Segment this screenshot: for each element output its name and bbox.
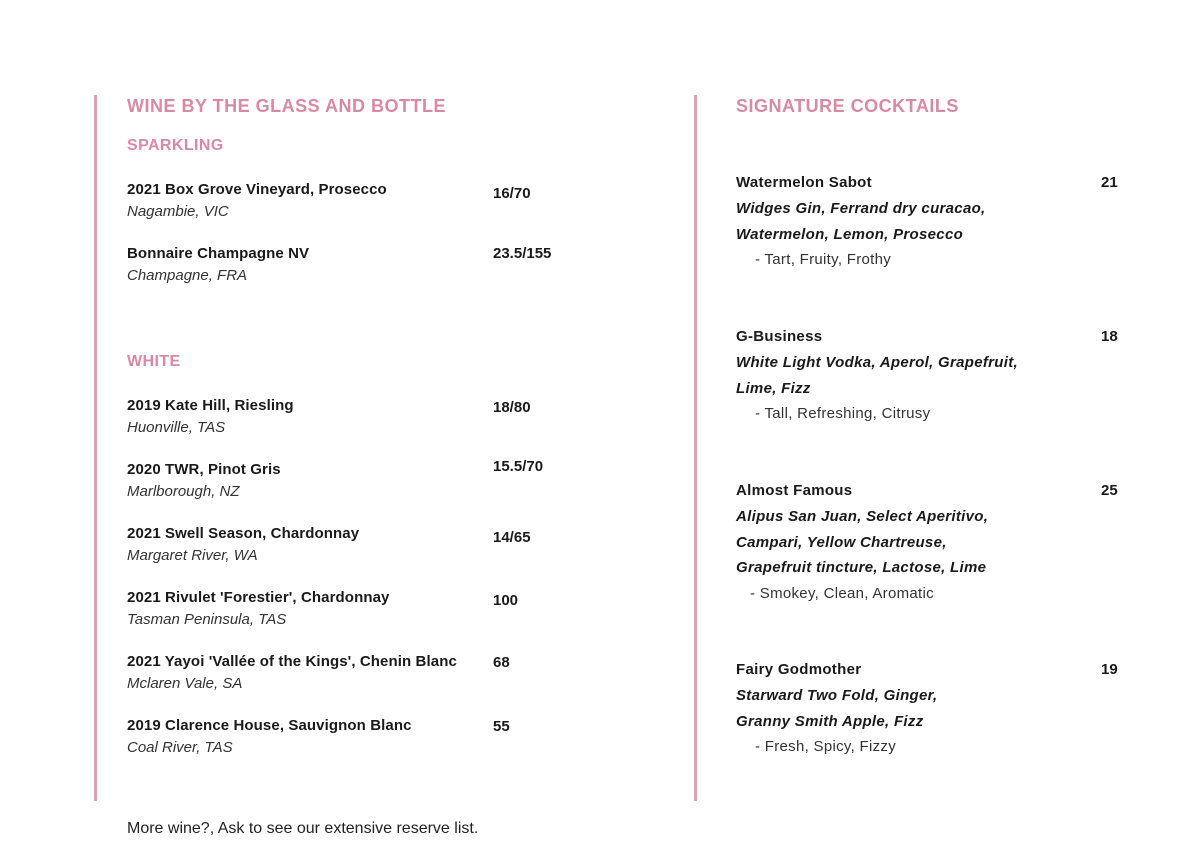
left-divider [94, 95, 97, 801]
cocktail-name: Watermelon Sabot [736, 174, 872, 191]
wine-region: Huonville, TAS [127, 419, 226, 436]
wine-item [127, 525, 667, 569]
cocktail-price: 19 [1101, 661, 1118, 678]
wine-region: Marlborough, NZ [127, 483, 240, 500]
cocktail-notes: - Tall, Refreshing, Citrusy [755, 405, 931, 422]
wine-name: 2021 Box Grove Vineyard, Prosecco [127, 181, 387, 198]
cocktail-ingredients: Granny Smith Apple, Fizz [736, 713, 924, 730]
wine-region: Margaret River, WA [127, 547, 258, 564]
cocktail-section-title: SIGNATURE COCKTAILS [736, 96, 959, 116]
cocktail-ingredients: Campari, Yellow Chartreuse, [736, 534, 947, 551]
wine-region: Tasman Peninsula, TAS [127, 611, 287, 628]
white-heading: WHITE [127, 353, 181, 370]
wine-price: 16/70 [493, 185, 531, 202]
cocktail-ingredients: Lime, Fizz [736, 380, 811, 397]
wine-price: 18/80 [493, 399, 531, 416]
cocktail-ingredients: Widges Gin, Ferrand dry curacao, [736, 200, 986, 217]
cocktail-ingredients: Alipus San Juan, Select Aperitivo, [736, 508, 989, 525]
wine-name: 2021 Swell Season, Chardonnay [127, 525, 360, 542]
right-divider [694, 95, 697, 801]
cocktail-ingredients: White Light Vodka, Aperol, Grapefruit, [736, 354, 1018, 371]
wine-region: Coal River, TAS [127, 739, 233, 756]
wine-name: 2020 TWR, Pinot Gris [127, 461, 281, 478]
cocktail-ingredients: Starward Two Fold, Ginger, [736, 687, 938, 704]
footer-note: More wine?, Ask to see our extensive reserve list. [127, 820, 479, 837]
cocktail-notes: - Fresh, Spicy, Fizzy [755, 738, 897, 755]
wine-region: Nagambie, VIC [127, 203, 229, 220]
sparkling-heading: SPARKLING [127, 137, 224, 154]
wine-item [127, 458, 667, 505]
cocktail-name: Almost Famous [736, 482, 853, 499]
wine-price: 23.5/155 [493, 245, 552, 262]
wine-item [127, 181, 667, 225]
cocktail-price: 18 [1101, 328, 1118, 345]
wine-item [127, 589, 667, 633]
wine-price: 55 [493, 718, 510, 735]
cocktail-ingredients: Grapefruit tincture, Lactose, Lime [736, 559, 987, 576]
cocktail-name: Fairy Godmother [736, 661, 862, 678]
cocktail-ingredients: Watermelon, Lemon, Prosecco [736, 226, 964, 243]
wine-region: Champagne, FRA [127, 267, 248, 284]
cocktail-notes: - Tart, Fruity, Frothy [755, 251, 892, 268]
wine-price: 15.5/70 [493, 458, 544, 475]
wine-item [127, 397, 667, 441]
wine-price: 68 [493, 654, 510, 671]
wine-item [127, 717, 667, 761]
wine-name: 2019 Kate Hill, Riesling [127, 397, 294, 414]
wine-name: 2019 Clarence House, Sauvignon Blanc [127, 717, 412, 734]
wine-price: 14/65 [493, 529, 531, 546]
wine-price: 100 [493, 592, 519, 609]
cocktail-price: 25 [1101, 482, 1118, 499]
wine-region: Mclaren Vale, SA [127, 675, 243, 692]
cocktail-notes: - Smokey, Clean, Aromatic [750, 585, 934, 602]
wine-section-title: WINE BY THE GLASS AND BOTTLE [127, 96, 447, 116]
wine-name: Bonnaire Champagne NV [127, 245, 310, 262]
wine-name: 2021 Rivulet 'Forestier', Chardonnay [127, 589, 390, 606]
cocktail-price: 21 [1101, 174, 1118, 191]
wine-name: 2021 Yayoi 'Vallée of the Kings', Chenin Blanc [127, 653, 457, 670]
wine-item [127, 245, 667, 289]
wine-item [127, 653, 667, 697]
cocktail-name: G-Business [736, 328, 823, 345]
